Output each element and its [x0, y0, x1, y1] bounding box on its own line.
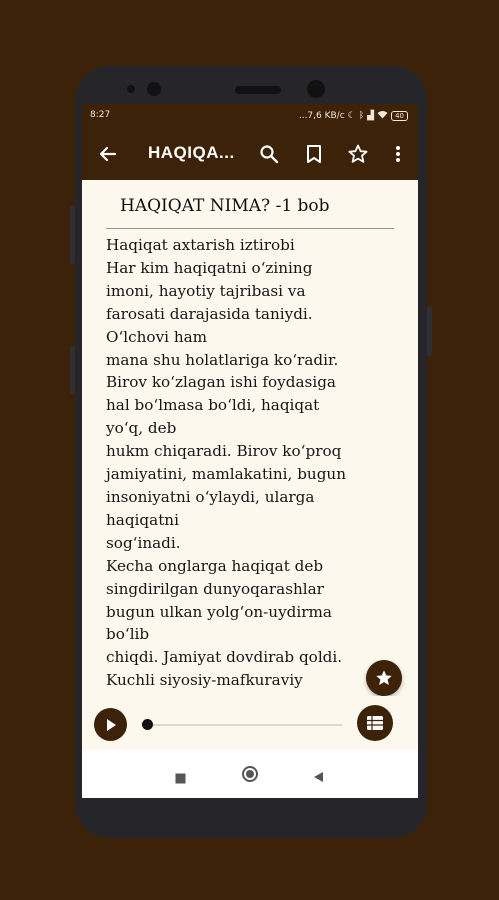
play-button[interactable] — [94, 708, 127, 741]
side-button-left-bottom — [70, 346, 75, 394]
bluetooth-icon: ᛒ — [358, 111, 365, 121]
front-camera-icon — [147, 82, 161, 96]
status-icons — [299, 110, 408, 122]
sensor-icon — [127, 85, 135, 93]
system-nav-bar — [82, 750, 418, 798]
battery-icon: 40 — [391, 111, 408, 121]
divider — [106, 228, 394, 229]
recents-icon[interactable] — [175, 769, 186, 788]
back-nav-icon[interactable] — [312, 768, 324, 787]
seek-track[interactable] — [148, 724, 342, 726]
star-filled-icon — [375, 669, 393, 687]
star-outline-icon[interactable] — [346, 142, 370, 166]
status-bar — [82, 104, 418, 128]
app-bar — [82, 128, 418, 180]
play-icon — [104, 718, 118, 732]
front-camera-2-icon — [307, 80, 325, 98]
side-button-right — [427, 306, 432, 356]
bookmark-icon[interactable] — [302, 142, 326, 166]
chapter-body: Haqiqat axtarish iztirobi Har kim haqiqatni oʻzining imoni, hayotiy tajribasi va farosati darajasida taniydi. Oʻlchovi ham mana shu holatlariga koʻradir. Birov koʻzlagan ishi foydasiga hal boʻlmasa boʻldi, haqiqat yoʻq, deb hukm chiqaradi. Birov koʻproq jamiyatini, mamlakatini, bugun insoniyatni oʻylaydi, ularga haqiqatni sogʻinadi. Kecha onglarga haqiqat deb singdirilgan dunyoqarashlar bugun ulkan yolgʻon-uydirma boʻlib chiqdi. Jamiyat dovdirab qoldi. Kuchli siyosiy-mafkuraviy — [106, 236, 346, 690]
side-button-left-top — [70, 206, 75, 264]
wifi-icon — [377, 110, 388, 122]
search-icon[interactable] — [257, 142, 281, 166]
earpiece-speaker — [235, 86, 281, 94]
more-vert-icon[interactable] — [386, 142, 410, 166]
moon-icon: ☾ — [347, 111, 356, 121]
favorite-fab-button[interactable] — [366, 660, 402, 696]
chapter-title: HAQIQAT NIMA? -1 bob — [120, 196, 330, 216]
home-icon[interactable] — [241, 765, 259, 787]
page-title: HAQIQA... — [148, 143, 235, 162]
seek-thumb[interactable] — [142, 719, 153, 730]
table-list-icon — [366, 715, 384, 731]
chapter-list-button[interactable] — [357, 705, 393, 741]
status-time: 8:27 — [90, 110, 111, 120]
audio-player — [82, 696, 418, 750]
network-speed: ...7,6 KB/c — [298, 111, 345, 121]
screen — [82, 104, 418, 798]
back-arrow-icon[interactable] — [96, 142, 120, 166]
signal-icon: ▟ — [367, 111, 375, 121]
reader-content[interactable] — [82, 180, 418, 696]
